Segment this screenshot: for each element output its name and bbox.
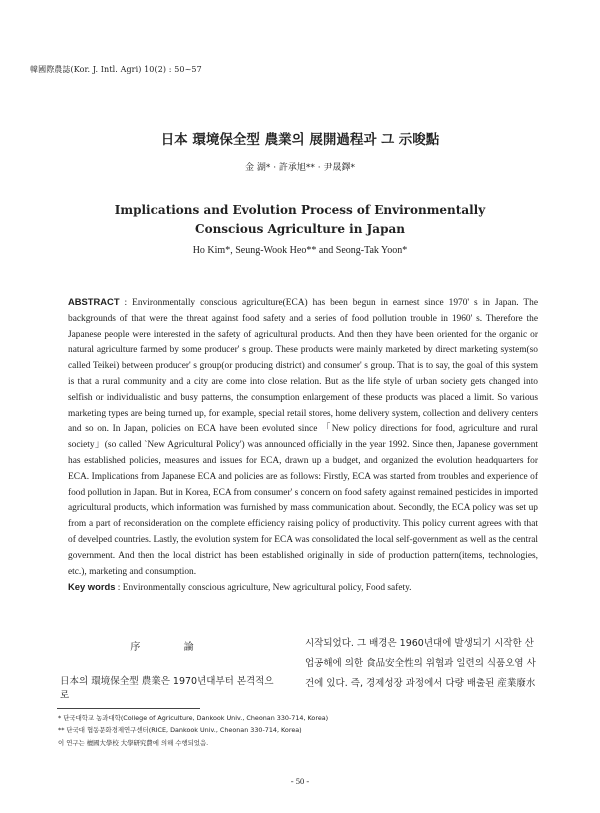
- body-text-line: 건에 있다. 즉, 경제성장 과정에서 다량 배출된 産業廢水: [305, 678, 536, 689]
- abstract-text: Environmentally conscious agriculture(ECA) has been begun in earnest since 1970' s in Japan. The backgrounds of that were the threat against food safety and a series of food pollution trouble in 1960' s. Therefore the Japanese people were interested in the safety of agricultural products. And then they have been oriented for the organic or natural agriculture farmed by some producer' s group. These products were mainly marketed by direct marketing system(so called Teikei) between producer' s group(or producing district) and consumer' s group. That is to say, the goal of this system is that a rural community and a city are come into close relation. But as the life style of urban society gets changed into selfish or individualistic and busy patterns, the consumption enlargement of these products was placed a limit. So various marketing types are being turned up, for example, special retail stores, home delivery system, collection and delivery centers and so on. In Japan, policies on ECA have been evoluted since 「New policy directions for food, agriculture and rural society」(so called `New Agricultural Policy') was announced officially in the year 1992. Since then, Japanese government has established policies, measures and issues for ECA, drawn up a budget, and organized the evolution headquarters for ECA. Implications from Japanese ECA and policies are as follows: Firstly, ECA was started from troubles and experience of food pollution in Japan. But in Korea, ECA from consumer' s concern on food safety against remained pesticides in imported agricultural products, which information was furnished by mass communication about. Secondly, the ECA policy was set up from a part of reconsideration on the complete efficiency raising policy of productivity. This policy current agrees with that of develped countries. Lastly, the evolution system for ECA was consolidated the local self-government as well as the central government. And then the local district has been established originally in side of production pattern(items, technologies, etc.), marketing and consumption.: [68, 298, 538, 577]
- korean-authors: 金 湖* · 許承旭** · 尹晟鐸*: [244, 163, 356, 173]
- abstract-label: ABSTRACT: [68, 296, 120, 307]
- keywords: [68, 581, 538, 593]
- footnote-affiliation-1: * 단국대학교 농과대학(College of Agriculture, Dankook Univ., Cheonan 330-714, Korea): [58, 714, 329, 722]
- abstract-separator: :: [119, 298, 133, 308]
- journal-reference: 韓國際農誌(Kor. J. Intl. Agri) 10(2) : 50~57: [30, 65, 202, 74]
- keywords-separator: :: [115, 583, 123, 593]
- footnote-affiliation-2: ** 단국대 협동문화경제연구센터(RICE, Dankook Univ., Cheonan 330-714, Korea): [58, 726, 302, 735]
- body-text-line: 日本의 環境保全型 農業은 1970년대부터 본격적으로: [60, 676, 274, 701]
- korean-title: 日本 環境保全型 農業의 展開過程과 그 示唆點: [160, 132, 440, 148]
- keywords-text: Environmentally conscious agriculture, New agricultural policy, Food safety.: [122, 583, 412, 593]
- body-left-column: [60, 673, 280, 701]
- footnote-divider: [57, 708, 200, 709]
- footnote-funding: 이 연구는 檀國大學校 大學研究費에 의해 수행되었음.: [58, 738, 209, 747]
- section-heading-introduction: 序 論: [130, 642, 194, 653]
- body-text-line: 업공해에 의한 食品安全性의 위협과 일련의 식품오염 사: [305, 658, 536, 669]
- english-title-line-2: Conscious Agriculture in Japan: [195, 222, 405, 236]
- english-title: [0, 201, 600, 239]
- english-title-line-1: Implications and Evolution Process of Environmentally: [114, 203, 486, 217]
- keywords-label: Key words: [68, 581, 116, 592]
- page-number: - 50 -: [290, 776, 310, 786]
- body-right-column: [305, 634, 545, 694]
- body-text-line: 시작되었다. 그 배경은 1960년대에 발생되기 시작한 산: [305, 638, 534, 649]
- abstract: [68, 294, 538, 580]
- footnotes: [58, 712, 538, 749]
- english-authors: Ho Kim*, Seung-Wook Heo** and Seong-Tak Yoon*: [192, 245, 408, 256]
